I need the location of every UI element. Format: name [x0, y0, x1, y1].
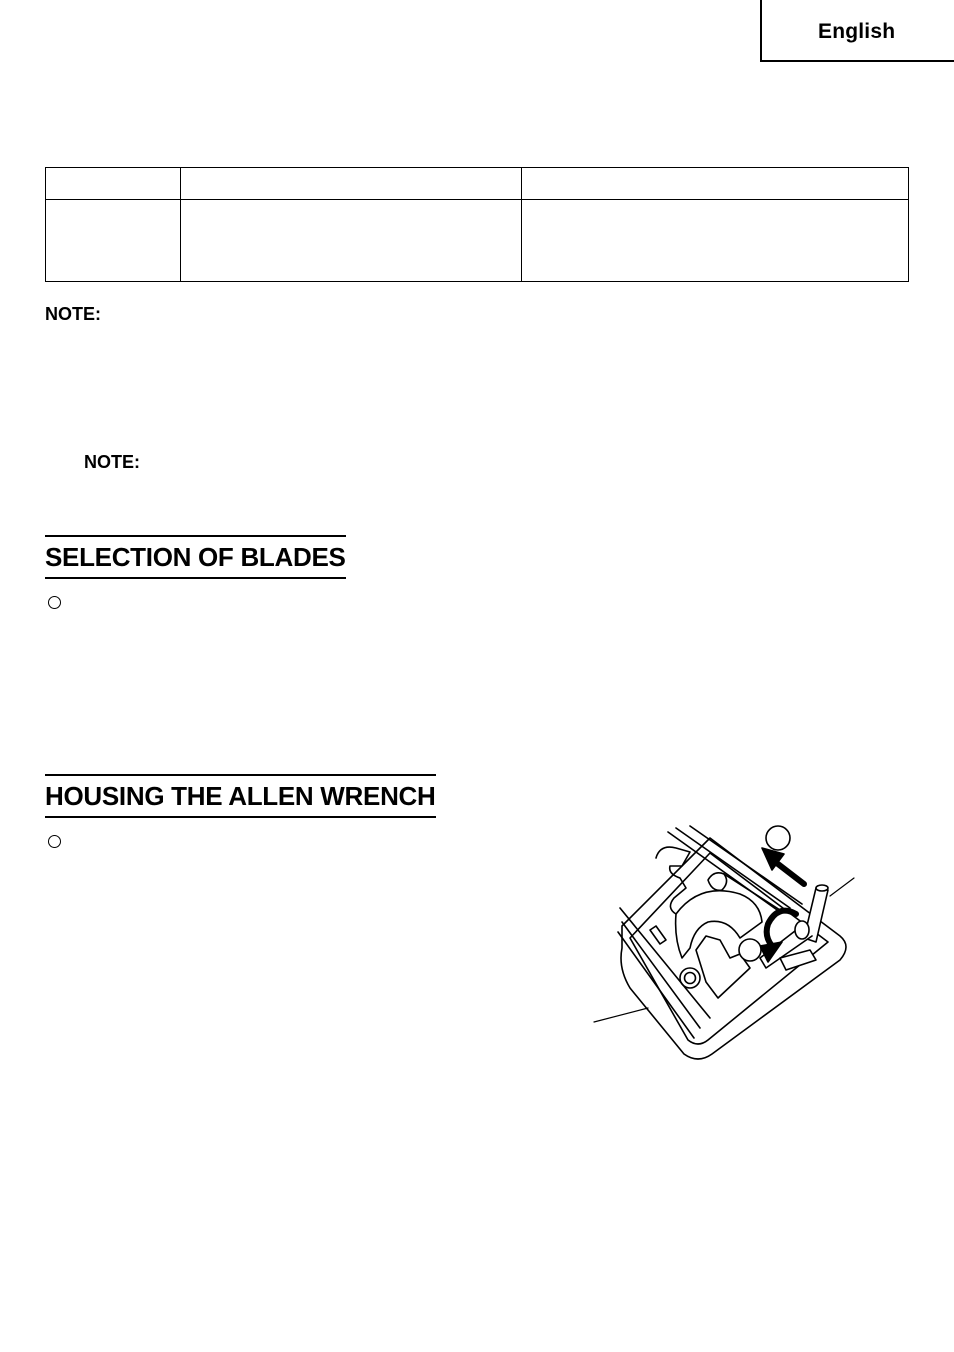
threaded-hole-inner — [685, 973, 696, 984]
arrow-icon — [778, 864, 804, 884]
reference-circle-icon — [48, 596, 61, 609]
callout-circle-icon — [739, 939, 761, 961]
jigsaw-base-illustration — [590, 818, 860, 1068]
language-label: English — [818, 20, 896, 43]
note-label: NOTE: — [45, 304, 101, 324]
leader-line — [594, 1008, 648, 1022]
table-cell — [181, 200, 522, 282]
table-cell — [522, 200, 909, 282]
screw-head — [708, 873, 727, 890]
table-header-cell — [522, 168, 909, 200]
section-heading-selection-of-blades: SELECTION OF BLADES — [45, 535, 346, 579]
wrench-socket — [795, 921, 809, 939]
callout-circle-icon — [766, 826, 790, 850]
section-heading-housing-allen-wrench: HOUSING THE ALLEN WRENCH — [45, 774, 436, 818]
note-label: NOTE: — [84, 452, 140, 472]
table-header-cell — [46, 168, 181, 200]
table-header-cell — [181, 168, 522, 200]
table-header-row — [46, 168, 909, 200]
allen-wrench-tip — [816, 885, 828, 891]
table-row — [46, 200, 909, 282]
table-cell — [46, 200, 181, 282]
slot-mark — [650, 926, 666, 944]
threaded-hole — [680, 968, 700, 988]
leader-line — [830, 878, 854, 896]
reference-circle-icon — [48, 835, 61, 848]
language-tab — [760, 0, 954, 62]
rail-line — [620, 908, 710, 1018]
spec-table — [45, 167, 909, 282]
